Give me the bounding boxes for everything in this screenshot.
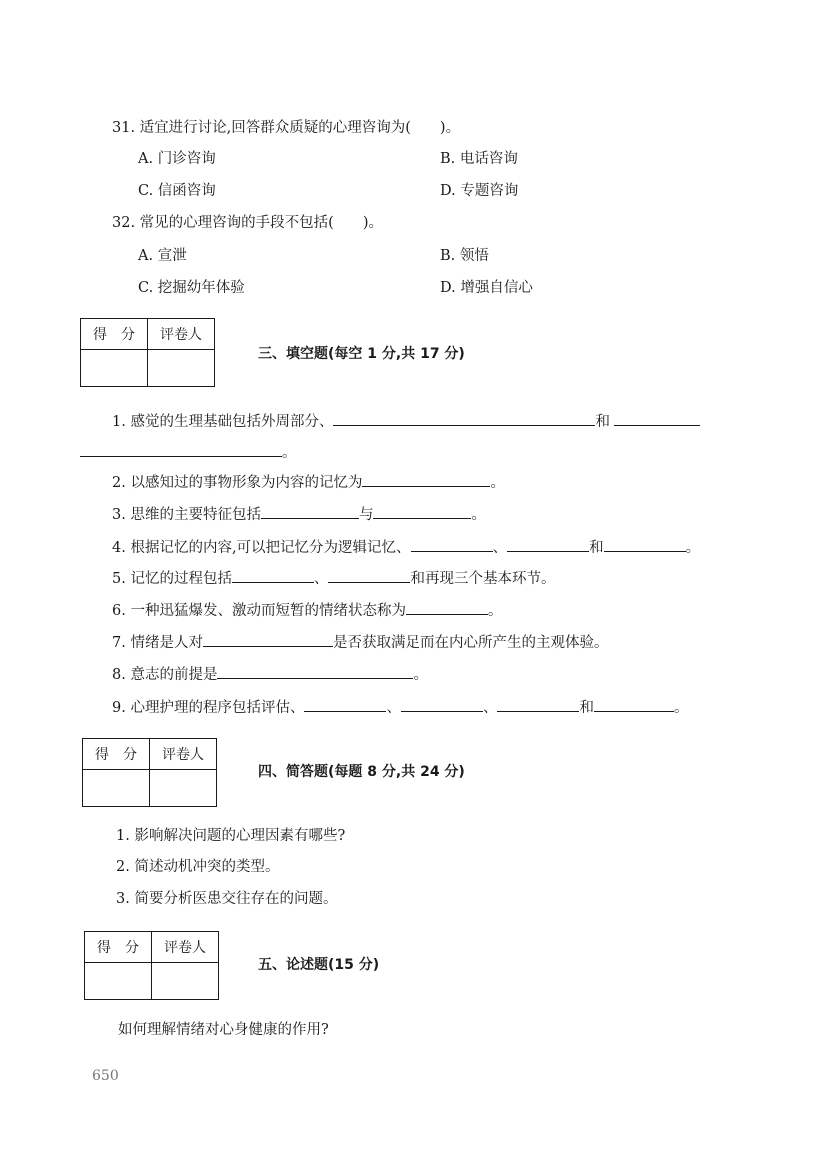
fill-q7-tail: 是否获取满足而在内心所产生的主观体验。: [332, 635, 609, 651]
fill-q5-tail: 和再现三个基本环节。: [410, 571, 556, 587]
essay-q1: 如何理解情绪对心身健康的作用?: [118, 1022, 329, 1038]
answer-blank: [401, 696, 483, 712]
fill-q7: [112, 631, 608, 653]
q31-option-a: A. 门诊咨询: [138, 151, 216, 167]
answer-blank: [406, 599, 488, 615]
answer-blank: [614, 410, 700, 426]
score-cell: [81, 350, 148, 387]
section-4-title: 四、简答题(每题 8 分,共 24 分): [258, 764, 465, 780]
fill-q9-end: 。: [673, 700, 689, 716]
q32-option-b: B. 领悟: [440, 248, 489, 264]
fill-q6-end: 。: [487, 603, 503, 619]
answer-blank: [80, 441, 282, 457]
fill-q8-text: 8. 意志的前提是: [112, 667, 218, 683]
fill-q2: [112, 471, 505, 493]
grader-cell: [152, 963, 219, 1000]
fill-q4: [112, 536, 700, 558]
fill-q4-sep: 、: [492, 540, 508, 556]
answer-blank: [328, 567, 410, 583]
q31-stem: 31. 适宜进行讨论,回答群众质疑的心理咨询为( )。: [112, 120, 461, 136]
grader-cell: [148, 350, 215, 387]
answer-blank: [217, 663, 413, 679]
fill-q1-connector: 和: [595, 414, 610, 430]
answer-blank: [203, 631, 333, 647]
answer-blank: [604, 536, 686, 552]
answer-blank: [261, 503, 359, 519]
score-box-section-3: [80, 318, 215, 387]
score-label: 得 分: [83, 739, 150, 770]
q32-option-d: D. 增强自信心: [440, 280, 533, 296]
section-5-title: 五、论述题(15 分): [258, 957, 380, 973]
score-cell: [83, 770, 150, 807]
score-cell: [85, 963, 152, 1000]
fill-q5-text: 5. 记忆的过程包括: [112, 571, 232, 587]
fill-q6-text: 6. 一种迅猛爆发、激动而短暂的情绪状态称为: [112, 603, 406, 619]
answer-blank: [232, 567, 314, 583]
q32-option-a: A. 宣泄: [138, 248, 187, 264]
fill-q9: [112, 696, 688, 718]
answer-blank: [507, 536, 589, 552]
fill-q8-end: 。: [413, 667, 428, 683]
grader-label: 评卷人: [152, 932, 219, 963]
fill-q9-text: 9. 心理护理的程序包括评估、: [112, 700, 305, 716]
short-q3: 3. 简要分析医患交往存在的问题。: [116, 891, 338, 907]
grader-label: 评卷人: [150, 739, 217, 770]
score-label: 得 分: [85, 932, 152, 963]
fill-q5: [112, 567, 555, 589]
answer-blank: [362, 471, 490, 487]
q32-stem: 32. 常见的心理咨询的手段不包括( )。: [112, 215, 383, 231]
fill-q3-end: 。: [471, 507, 486, 523]
fill-q6: [112, 599, 502, 621]
section-3-title: 三、填空题(每空 1 分,共 17 分): [258, 346, 465, 362]
q31-option-d: D. 专题咨询: [440, 183, 519, 199]
answer-blank: [411, 536, 493, 552]
answer-blank: [373, 503, 471, 519]
fill-q4-connector: 和: [589, 540, 604, 556]
short-q2: 2. 简述动机冲突的类型。: [116, 859, 280, 875]
fill-q4-end: 。: [685, 540, 701, 556]
grader-label: 评卷人: [148, 319, 215, 350]
fill-q1-text: 1. 感觉的生理基础包括外周部分、: [112, 414, 334, 430]
short-q1: 1. 影响解决问题的心理因素有哪些?: [116, 828, 346, 844]
q32-option-c: C. 挖掘幼年体验: [138, 280, 245, 296]
score-label: 得 分: [81, 319, 148, 350]
fill-q7-text: 7. 情绪是人对: [112, 635, 203, 651]
fill-q9-sep: 、: [386, 700, 401, 716]
fill-q3-text: 3. 思维的主要特征包括: [112, 507, 261, 523]
grader-cell: [150, 770, 217, 807]
q31-option-b: B. 电话咨询: [440, 151, 518, 167]
answer-blank: [497, 696, 579, 712]
fill-q2-text: 2. 以感知过的事物形象为内容的记忆为: [112, 475, 363, 491]
fill-q1-end: 。: [282, 445, 297, 461]
fill-q9-sep: 、: [482, 700, 498, 716]
score-box-section-4: [82, 738, 217, 807]
fill-q1-continued: [80, 441, 297, 463]
fill-q8: [112, 663, 428, 685]
page-number: 650: [92, 1068, 119, 1084]
answer-blank: [594, 696, 674, 712]
answer-blank: [304, 696, 386, 712]
fill-q3-connector: 与: [358, 507, 374, 523]
q31-option-c: C. 信函咨询: [138, 183, 216, 199]
fill-q9-connector: 和: [579, 700, 594, 716]
fill-q1: [112, 410, 700, 432]
fill-q5-sep: 、: [313, 571, 329, 587]
answer-blank: [333, 410, 595, 426]
fill-q2-end: 。: [490, 475, 505, 491]
fill-q3: [112, 503, 486, 525]
fill-q4-text: 4. 根据记忆的内容,可以把记忆分为逻辑记忆、: [112, 540, 411, 556]
score-box-section-5: [84, 931, 219, 1000]
